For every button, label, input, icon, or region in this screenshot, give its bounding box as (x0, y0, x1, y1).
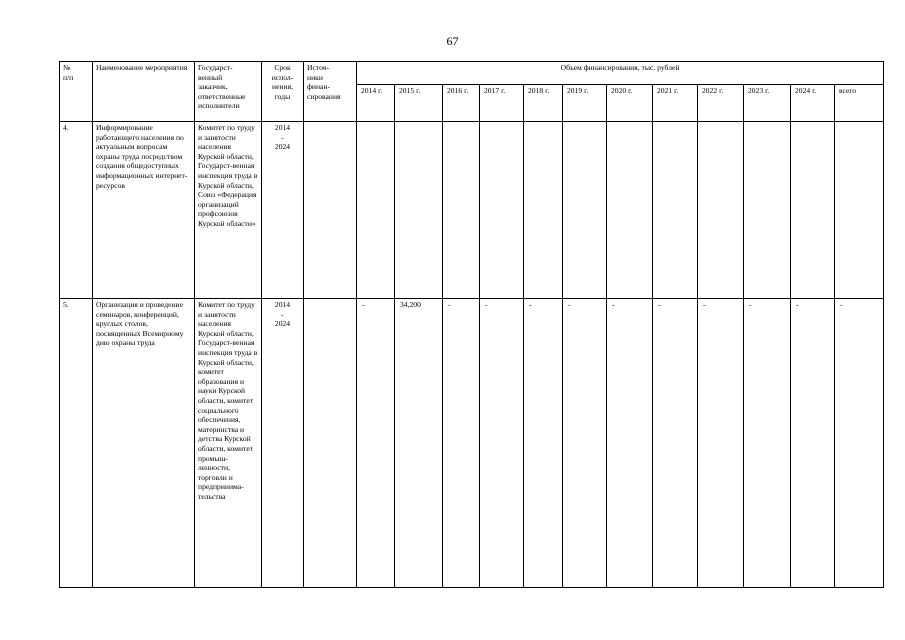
header-year: 2018 г. (524, 85, 563, 122)
page-number: 67 (446, 34, 459, 48)
row-name: Информирование работающего населения по актуальным вопросам охраны труда посредством создания общедоступных информационных интернет-ресурсов (93, 122, 195, 299)
row-customer: Комитет по труду и занятости населения Курской области, Государст-венная инспекция труда в Курской области, комитет образования и науки Курской области, комитет социального обеспечения, материнства и детства Курской области, комитет промыш-ленности, торговли и предпринима-тельства (195, 299, 262, 588)
header-year: 2014 г. (357, 85, 395, 122)
header-term: Срок испол- нения, годы (262, 62, 304, 122)
row-term: 2014 - 2024 (262, 299, 304, 588)
header-year: 2017 г. (480, 85, 524, 122)
header-customer: Государст- венный заказчик, ответственные исполнители (195, 62, 262, 122)
row-value: 34,200 (395, 299, 443, 588)
row-value (480, 122, 524, 299)
row-num: 4. (60, 122, 93, 299)
table-row (60, 299, 884, 588)
row-value: - (480, 299, 524, 588)
row-value: - (443, 299, 480, 588)
row-term: 2014 - 2024 (262, 122, 304, 299)
row-customer: Комитет по труду и занятости населения Курской области, Государст-венная инспекция труда в Курской области, Союз «Федерация организаций профсоюзов Курской области» (195, 122, 262, 299)
header-year: 2016 г. (443, 85, 480, 122)
header-year: 2020 г. (607, 85, 653, 122)
row-source (304, 299, 357, 588)
row-value (653, 122, 698, 299)
header-year-total: всего (835, 85, 884, 122)
row-value: - (524, 299, 563, 588)
row-value: - (563, 299, 607, 588)
row-value (357, 122, 395, 299)
row-value (744, 122, 791, 299)
row-value: - (744, 299, 791, 588)
header-year: 2019 г. (563, 85, 607, 122)
row-value (563, 122, 607, 299)
header-num: № п/п (60, 62, 93, 122)
header-source: Источ- ники финан- сирования (304, 62, 357, 122)
header-year: 2022 г. (698, 85, 744, 122)
row-value (698, 122, 744, 299)
header-year: 2023 г. (744, 85, 791, 122)
row-num: 5. (60, 299, 93, 588)
row-value (607, 122, 653, 299)
row-value: - (791, 299, 835, 588)
row-name: Организация и проведение семинаров, конференций, круглых столов, посвященных Всемирному дню охраны труда (93, 299, 195, 588)
table-row (60, 122, 884, 299)
row-value: - (607, 299, 653, 588)
header-name: Наименование мероприятия (93, 62, 195, 122)
header-year: 2015 г. (395, 85, 443, 122)
row-value-total: - (835, 299, 884, 588)
row-value (443, 122, 480, 299)
row-value-total (835, 122, 884, 299)
row-value: - (653, 299, 698, 588)
header-funding: Объем финансирования, тыс. рублей (357, 62, 884, 85)
financing-table (59, 61, 884, 588)
row-value (524, 122, 563, 299)
row-value: - (357, 299, 395, 588)
header-year: 2024 г. (791, 85, 835, 122)
row-value: - (698, 299, 744, 588)
row-value (791, 122, 835, 299)
row-value (395, 122, 443, 299)
header-year: 2021 г. (653, 85, 698, 122)
row-source (304, 122, 357, 299)
